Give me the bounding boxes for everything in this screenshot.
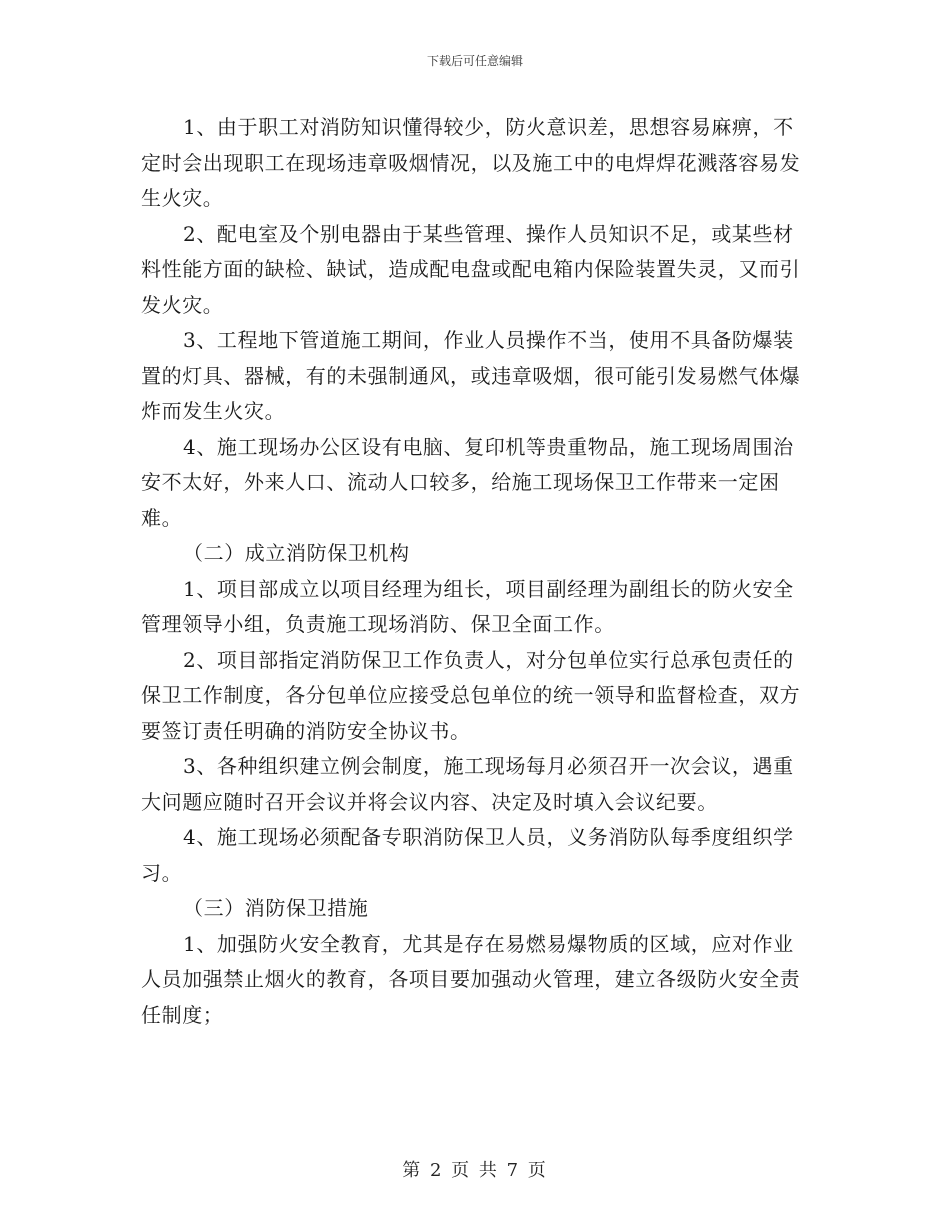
section-heading-3: （三）消防保卫措施 — [183, 896, 369, 920]
page-footer: 第 2 页 共 7 页 — [402, 1160, 548, 1181]
paragraph-risk-4: 4、施工现场办公区设有电脑、复印机等贵重物品，施工现场周围治安不太好，外来人口、流动人口较多，给施工现场保卫工作带来一定困难。 — [141, 434, 794, 530]
paragraph-org-3: 3、各种组织建立例会制度，施工现场每月必须召开一次会议，遇重大问题应随时召开会议并将会议内容、决定及时填入会议纪要。 — [141, 754, 794, 814]
paragraph-risk-2: 2、配电室及个别电器由于某些管理、操作人员知识不足，或某些材料性能方面的缺检、缺试，造成配电盘或配电箱内保险装置失灵，又而引发火灾。 — [141, 221, 801, 317]
paragraph-risk-3: 3、工程地下管道施工期间，作业人员操作不当，使用不具备防爆装置的灯具、器械，有的未强制通风，或违章吸烟，很可能引发易燃气体爆炸而发生火灾。 — [141, 328, 801, 423]
page-header: 下载后可任意编辑 — [426, 54, 523, 68]
paragraph-org-2: 2、项目部指定消防保卫工作负责人，对分包单位实行总承包责任的保卫工作制度，各分包单位应接受总包单位的统一领导和监督检查，双方要签订责任明确的消防安全协议书。 — [141, 647, 801, 743]
paragraph-org-1: 1、项目部成立以项目经理为组长，项目副经理为副组长的防火安全管理领导小组，负责施工现场消防、保卫全面工作。 — [141, 576, 794, 636]
paragraph-measure-1: 1、加强防火安全教育，尤其是存在易燃易爆物质的区域，应对作业人员加强禁止烟火的教育，各项目要加强动火管理，建立各级防火安全责任制度； — [141, 931, 801, 1027]
paragraph-risk-1: 1、由于职工对消防知识懂得较少，防火意识差，思想容易麻痹，不定时会出现职工在现场违章吸烟情况，以及施工中的电焊焊花溅落容易发生火灾。 — [141, 115, 801, 210]
document-body — [141, 110, 811, 1033]
section-heading-2: （二）成立消防保卫机构 — [183, 541, 410, 565]
paragraph-org-4: 4、施工现场必须配备专职消防保卫人员，义务消防队每季度组织学习。 — [141, 825, 794, 885]
